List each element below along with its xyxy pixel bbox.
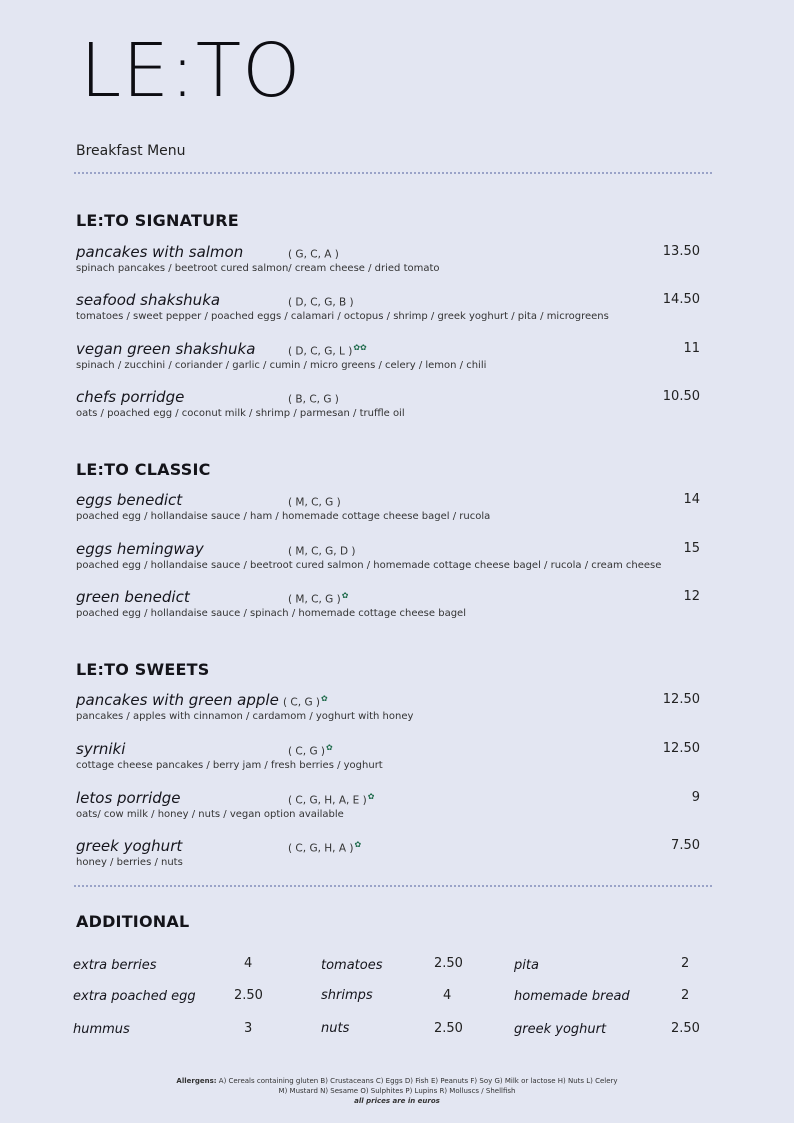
section-title-sweets: LE:TO SWEETS (76, 660, 210, 679)
additional-item-name: homemade bread (514, 989, 630, 1004)
leaf-icon: ✿ (354, 840, 362, 849)
item-description: honey / berries / nuts (76, 857, 183, 868)
item-price: 14 (683, 492, 700, 507)
item-description: tomatoes / sweet pepper / poached eggs / calamari / octopus / shrimp / greek yoghurt / pita / microgreens (76, 311, 609, 322)
item-description: oats/ cow milk / honey / nuts / vegan option available (76, 809, 344, 820)
item-price: 12.50 (662, 692, 700, 707)
allergens-list-1: A) Cereals containing gluten B) Crustaceans C) Eggs D) Fish E) Peanuts F) Soy G) Milk or lactose H) Nuts L) Celery (218, 1077, 618, 1085)
item-name: green benedict (76, 588, 190, 606)
allergens-label: Allergens: (176, 1077, 217, 1085)
leaf-icon: ✿ (341, 591, 349, 600)
additional-item-price: 2 (681, 956, 690, 971)
leaf-icon: ✿ (367, 792, 375, 801)
section-title-additional: ADDITIONAL (76, 912, 190, 931)
additional-item-name: shrimps (321, 988, 373, 1003)
additional-item-price: 2 (681, 988, 690, 1003)
item-name: letos porridge (76, 789, 181, 807)
item-name: vegan green shakshuka (76, 340, 256, 358)
additional-item-name: hummus (73, 1022, 130, 1037)
menu-item (76, 340, 706, 380)
menu-item (76, 740, 706, 780)
item-description: poached egg / hollandaise sauce / ham / homemade cottage cheese bagel / rucola (76, 511, 491, 522)
additional-item-price: 2.50 (434, 1021, 463, 1036)
additional-item-name: tomatoes (321, 958, 383, 973)
item-name: seafood shakshuka (76, 291, 221, 309)
additional-item-name: extra berries (73, 958, 157, 973)
item-allergens: ( C, G )✿ (288, 743, 333, 758)
item-price: 11 (683, 341, 700, 356)
menu-item (76, 588, 706, 628)
menu-item (76, 388, 706, 428)
item-description: cottage cheese pancakes / berry jam / fresh berries / yoghurt (76, 760, 383, 771)
leaf-icon: ✿✿ (353, 343, 367, 352)
item-description: spinach pancakes / beetroot cured salmon/ cream cheese / dried tomato (76, 263, 440, 274)
leaf-icon: ✿ (326, 743, 333, 752)
item-description: oats / poached egg / coconut milk / shrimp / parmesan / truffle oil (76, 408, 405, 419)
additional-item-name: extra poached egg (73, 989, 196, 1004)
price-note: all prices are in euros (354, 1097, 440, 1105)
menu-item (76, 691, 706, 731)
item-name: greek yoghurt (76, 837, 183, 855)
section-title-classic: LE:TO CLASSIC (76, 460, 211, 479)
menu-item (76, 837, 706, 877)
menu-item (76, 291, 706, 331)
item-description: poached egg / hollandaise sauce / beetroot cured salmon / homemade cottage cheese bagel / rucola / cream cheese (76, 560, 662, 571)
item-allergens: ( C, G, H, A, E )✿ (288, 792, 375, 807)
item-name: pancakes with green apple (76, 691, 279, 709)
item-price: 12.50 (662, 741, 700, 756)
item-price: 9 (691, 790, 700, 805)
item-allergens: ( M, C, G )✿ (288, 591, 349, 606)
item-allergens: ( G, C, A ) (288, 248, 339, 261)
restaurant-logo: LE:TO (80, 28, 302, 114)
item-allergens: ( C, G )✿ (283, 694, 328, 709)
item-description: spinach / zucchini / coriander / garlic / cumin / micro greens / celery / lemon / chili (76, 360, 487, 371)
menu-item (76, 789, 706, 829)
item-price: 7.50 (671, 838, 700, 853)
item-name: pancakes with salmon (76, 243, 244, 261)
divider-top (74, 172, 712, 174)
item-name: eggs hemingway (76, 540, 204, 558)
item-allergens: ( C, G, H, A )✿ (288, 840, 362, 855)
allergens-line-2: M) Mustard N) Sesame O) Sulphites P) Lupins R) Molluscs / Shellfish (278, 1087, 516, 1095)
item-allergens: ( B, C, G ) (288, 393, 339, 406)
menu-subtitle: Breakfast Menu (76, 143, 186, 159)
menu-item (76, 491, 706, 531)
item-allergens: ( M, C, G ) (288, 496, 341, 509)
additional-item-price: 4 (443, 988, 452, 1003)
menu-item (76, 540, 706, 580)
item-price: 10.50 (662, 389, 700, 404)
allergens-line-1 (0, 1076, 794, 1086)
menu-item (76, 243, 706, 283)
item-allergens: ( D, C, G, B ) (288, 296, 354, 309)
item-description: pancakes / apples with cinnamon / cardamom / yoghurt with honey (76, 711, 414, 722)
item-price: 15 (683, 541, 700, 556)
additional-item-price: 4 (244, 956, 253, 971)
item-name: eggs benedict (76, 491, 183, 509)
additional-item-name: nuts (321, 1021, 350, 1036)
additional-item-name: pita (514, 958, 539, 973)
item-name: syrniki (76, 740, 126, 758)
item-name: chefs porridge (76, 388, 185, 406)
additional-item-price: 2.50 (234, 988, 263, 1003)
item-price: 14.50 (662, 292, 700, 307)
item-price: 12 (683, 589, 700, 604)
additional-item-price: 2.50 (671, 1021, 700, 1036)
additional-item-price: 3 (244, 1021, 253, 1036)
allergens-footer (0, 1076, 794, 1106)
item-allergens: ( D, C, G, L )✿✿ (288, 343, 367, 358)
additional-item-price: 2.50 (434, 956, 463, 971)
divider-bottom (74, 885, 712, 887)
item-price: 13.50 (662, 244, 700, 259)
section-title-signature: LE:TO SIGNATURE (76, 211, 239, 230)
leaf-icon: ✿ (321, 694, 328, 703)
additional-item-name: greek yoghurt (514, 1022, 607, 1037)
item-description: poached egg / hollandaise sauce / spinach / homemade cottage cheese bagel (76, 608, 466, 619)
item-allergens: ( M, C, G, D ) (288, 545, 356, 558)
